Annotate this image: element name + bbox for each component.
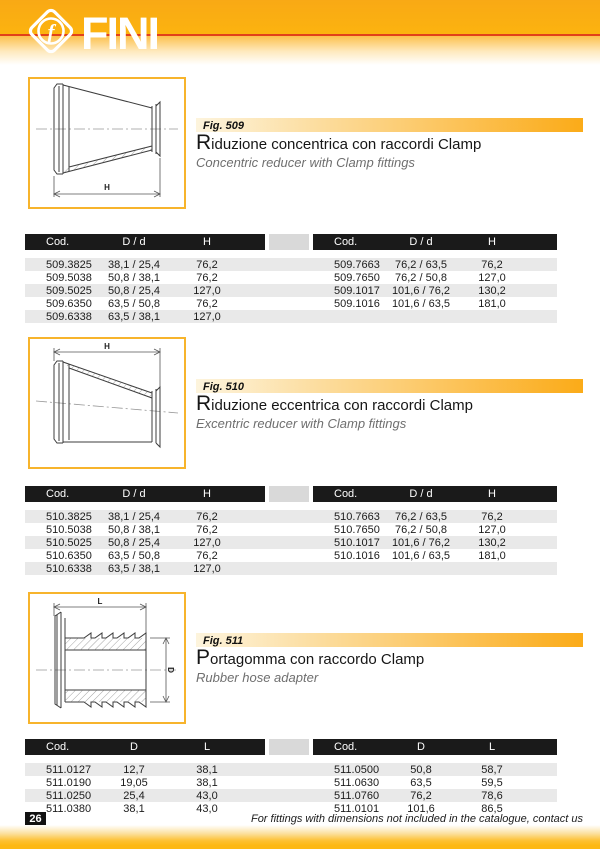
col-h: H [488,488,496,500]
fig511-label-bar [196,633,583,647]
table-cell: 76,2 [481,258,503,271]
header-gap [269,486,309,502]
col-dd: D / d [409,236,433,248]
table-cell: 127,0 [193,284,221,297]
fig509-drawing-box [28,77,186,209]
table-header-right [313,234,557,250]
table-cell: 510.7650 [334,523,380,536]
footer-orange-band [0,825,600,849]
table-row [25,549,557,562]
table-header [25,739,557,755]
table-row [25,258,557,271]
table-header [25,486,557,502]
table-cell: 43,0 [196,802,218,815]
table-cell: 510.7663 [334,510,380,523]
concentric-reducer-drawing [30,79,184,207]
table-cell: 511.0127 [46,763,92,776]
table-cell: 511.0380 [46,802,92,815]
table-cell: 63,5 / 38,1 [108,562,160,575]
table-cell: 101,6 / 76,2 [391,284,451,297]
table-cell: 127,0 [193,562,221,575]
table-cell: 38,1 [196,776,218,789]
col-h: H [203,488,211,500]
fig511-tables [25,739,557,815]
fig509-label-bar [196,118,583,132]
col-cod: Cod. [46,488,70,500]
table-cell: 509.3825 [46,258,92,271]
table-cell: 510.6350 [46,549,92,562]
fig510-label-bar [196,379,583,393]
table-row [25,763,557,776]
fini-logo [24,3,204,59]
table-cell: 19,05 [120,776,148,789]
table-row [25,510,557,523]
fig-label: Fig. 511 [203,635,244,647]
header-gap [269,739,309,755]
table-body [25,258,557,323]
table-cell: 63,5 [410,776,432,789]
fig511-title-italian: Portagomma con raccordo Clamp [196,646,425,669]
table-cell: 76,2 [196,523,218,536]
table-header-right [313,486,557,502]
table-row [25,297,557,310]
table-body [25,763,557,815]
col-cod: Cod. [334,236,358,248]
col-dd: D / d [122,488,146,500]
dim-label-l: L [97,597,103,606]
fig-label: Fig. 509 [203,120,244,132]
table-cell: 58,7 [481,763,503,776]
page-number-badge: 26 [25,812,46,827]
table-cell: 509.6338 [46,310,92,323]
table-header-left [25,234,265,250]
table-body [25,510,557,575]
table-spacer [25,250,557,258]
fig511-subtitle-english: Rubber hose adapter [196,670,319,685]
table-cell: 76,2 [196,510,218,523]
table-cell: 130,2 [478,536,506,549]
table-cell: 38,1 [123,802,145,815]
table-cell: 101,6 / 63,5 [391,549,451,562]
rubber-hose-adapter-drawing [30,594,184,722]
table-cell: 510.1016 [334,549,380,562]
table-cell: 76,2 [196,271,218,284]
dim-label-h: H [104,342,110,351]
table-cell: 63,5 / 50,8 [108,297,160,310]
col-cod: Cod. [46,236,70,248]
table-cell: 127,0 [478,523,506,536]
table-cell: 509.6350 [46,297,92,310]
dim-label-d: D [166,667,175,673]
table-cell: 43,0 [196,789,218,802]
table-cell: 509.5038 [46,271,92,284]
table-cell: 59,5 [481,776,503,789]
fig509-subtitle-english: Concentric reducer with Clamp fittings [196,155,415,170]
table-cell: 50,8 [410,763,432,776]
table-row [25,562,557,575]
table-spacer [25,502,557,510]
header-gap [269,234,309,250]
table-cell: 101,6 [407,802,435,815]
table-cell: 12,7 [123,763,145,776]
fig509-title-italian: Riduzione concentrica con raccordi Clamp [196,131,482,154]
table-cell: 76,2 / 50,8 [395,523,447,536]
table-cell: 50,8 / 38,1 [108,271,160,284]
table-cell: 76,2 / 63,5 [395,258,447,271]
col-l: L [203,741,211,753]
table-cell: 127,0 [478,271,506,284]
table-cell: 63,5 / 50,8 [108,549,160,562]
table-header-left [25,486,265,502]
table-cell: 25,4 [123,789,145,802]
col-d: D [130,741,138,753]
table-header-left [25,739,265,755]
table-cell: 510.5025 [46,536,92,549]
col-d: D [417,741,425,753]
table-cell: 101,6 / 63,5 [391,297,451,310]
table-cell: 511.0190 [46,776,92,789]
col-h: H [488,236,496,248]
dim-label-h: H [104,183,110,192]
table-cell: 509.1017 [334,284,380,297]
table-cell: 38,1 / 25,4 [108,510,160,523]
table-cell: 63,5 / 38,1 [108,310,160,323]
table-cell: 509.7650 [334,271,380,284]
table-cell: 76,2 [481,510,503,523]
table-cell: 130,2 [478,284,506,297]
table-cell: 510.1017 [334,536,380,549]
fig511-drawing-box [28,592,186,724]
fig510-tables [25,486,557,575]
fig510-subtitle-english: Excentric reducer with Clamp fittings [196,416,407,431]
table-cell: 86,5 [481,802,503,815]
table-row [25,271,557,284]
logo-monogram: f [47,19,55,44]
table-cell: 76,2 [196,297,218,310]
table-cell: 50,8 / 25,4 [108,536,160,549]
fig-label: Fig. 510 [203,381,244,393]
table-cell: 50,8 / 38,1 [108,523,160,536]
table-cell: 511.0630 [334,776,380,789]
table-cell: 510.3825 [46,510,92,523]
table-row [25,789,557,802]
table-cell: 510.6338 [46,562,92,575]
table-cell: 76,2 / 63,5 [395,510,447,523]
table-cell: 511.0250 [46,789,92,802]
table-cell: 76,2 / 50,8 [395,271,447,284]
table-cell: 181,0 [478,549,506,562]
col-cod: Cod. [46,741,70,753]
table-row [25,776,557,789]
table-cell: 510.5038 [46,523,92,536]
excentric-reducer-drawing [30,339,184,467]
table-cell: 511.0101 [334,802,380,815]
fig510-drawing-box [28,337,186,469]
table-cell: 76,2 [410,789,432,802]
table-header-right [313,739,557,755]
table-cell: 101,6 / 76,2 [391,536,451,549]
table-cell: 50,8 / 25,4 [108,284,160,297]
col-cod: Cod. [334,741,358,753]
col-dd: D / d [122,236,146,248]
footer-note: For fittings with dimensions not included in the catalogue, contact us [250,813,583,825]
table-cell: 509.7663 [334,258,380,271]
fig510-title-italian: Riduzione eccentrica con raccordi Clamp [196,392,473,415]
col-l: L [488,741,496,753]
table-cell: 76,2 [196,258,218,271]
table-row [25,536,557,549]
table-header [25,234,557,250]
table-row [25,523,557,536]
table-spacer [25,755,557,763]
table-cell: 509.5025 [46,284,92,297]
table-cell: 78,6 [481,789,503,802]
table-cell: 511.0760 [334,789,380,802]
table-row [25,284,557,297]
table-cell: 511.0500 [334,763,380,776]
table-row [25,310,557,323]
col-dd: D / d [409,488,433,500]
table-cell: 38,1 / 25,4 [108,258,160,271]
table-cell: 127,0 [193,310,221,323]
table-cell: 76,2 [196,549,218,562]
col-h: H [203,236,211,248]
table-cell: 509.1016 [334,297,380,310]
col-cod: Cod. [334,488,358,500]
table-cell: 181,0 [478,297,506,310]
table-cell: 38,1 [196,763,218,776]
fig509-tables [25,234,557,323]
table-cell: 127,0 [193,536,221,549]
brand-name: FINI [81,8,158,59]
